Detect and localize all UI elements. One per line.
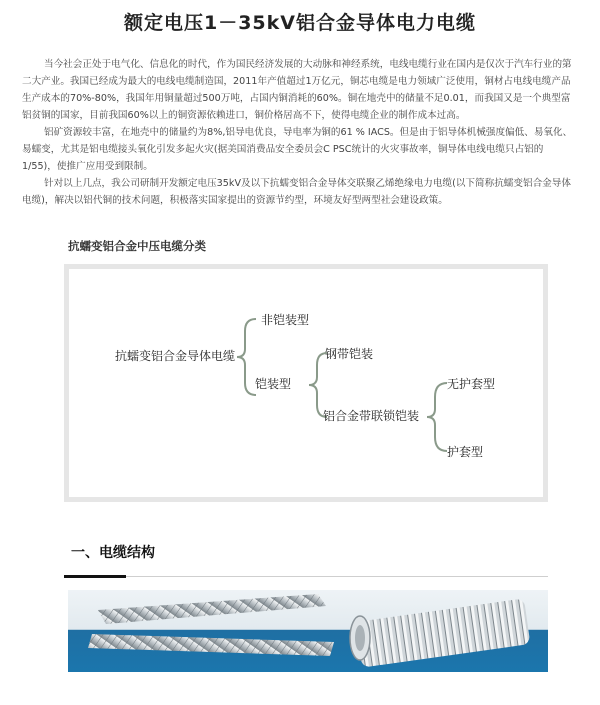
tree-sheathed: 护套型 [447,445,484,459]
brace-interlock [427,383,447,451]
section-heading: 一、电缆结构 [71,545,155,561]
conductor-strand-lower [88,634,334,656]
intro-paragraph: 针对以上几点，我公司研制开发额定电压35kV及以下抗蠕变铝合金导体交联聚乙烯绝缘电力电缆(以下简称抗蠕变铝合金导体电缆)，解决以铝代铜的技术问题，积极落实国家提出的资源节约型，环境友好型两型社会建设政策。 [22,178,571,206]
heading-rule [126,576,548,577]
tree-no-sheath: 无护套型 [447,377,496,391]
brace-root [237,319,256,395]
classification-diagram [64,264,548,502]
page-title: 额定电压1－35kV铝合金导体电力电缆 [123,12,476,34]
conductor-strand-upper [98,594,326,624]
tree-steel-tape: 钢带铠装 [325,347,374,361]
intro-paragraph: 当今社会正处于电气化、信息化的时代，作为国民经济发展的大动脉和神经系统，电线电缆行业在国内是仅次于汽车行业的第二大产业。我国已经成为最大的电线电缆制造国，2011年产值超过1万亿元，铜芯电缆是电力领域广泛使用，铜材占电线电缆产品生产成本的70%-80%，我国年用铜量超过500万吨，占国内铜消耗的60%。铜在地壳中的储量不足0.01，而我国又是一个典型富铝贫铜的国家，目前我国60%以上的铜资源依赖进口，铜价格居高不下，使得电缆企业的制作成本过高。 [22,59,572,121]
classification-title: 抗蠕变铝合金中压电缆分类 [68,239,206,253]
tree-root: 抗蠕变铝合金导体电缆 [115,349,236,363]
tree-non-armored: 非铠装型 [261,313,310,327]
heading-rule-accent [64,575,126,578]
cable-illustration [68,590,548,672]
armored-cable [350,598,530,667]
intro-paragraph: 铝矿资源较丰富，在地壳中的储量约为8%,铝导电优良，导电率为铜的61 % IACS。但是由于铝导体机械强度偏低、易氧化、易蠕变，尤其是铝电缆接头氧化引发多起火灾(据美国消费品安全委员会C PSC统计的火灾事故率，铜导体电线电缆只占铝的1/55)，使推广应用受到限制。 [22,127,573,172]
intro-text [22,56,578,209]
tree-interlock: 铝合金带联锁铠装 [323,409,420,423]
tree-armored: 铠装型 [255,377,292,391]
cable-structure-photo [68,590,548,672]
